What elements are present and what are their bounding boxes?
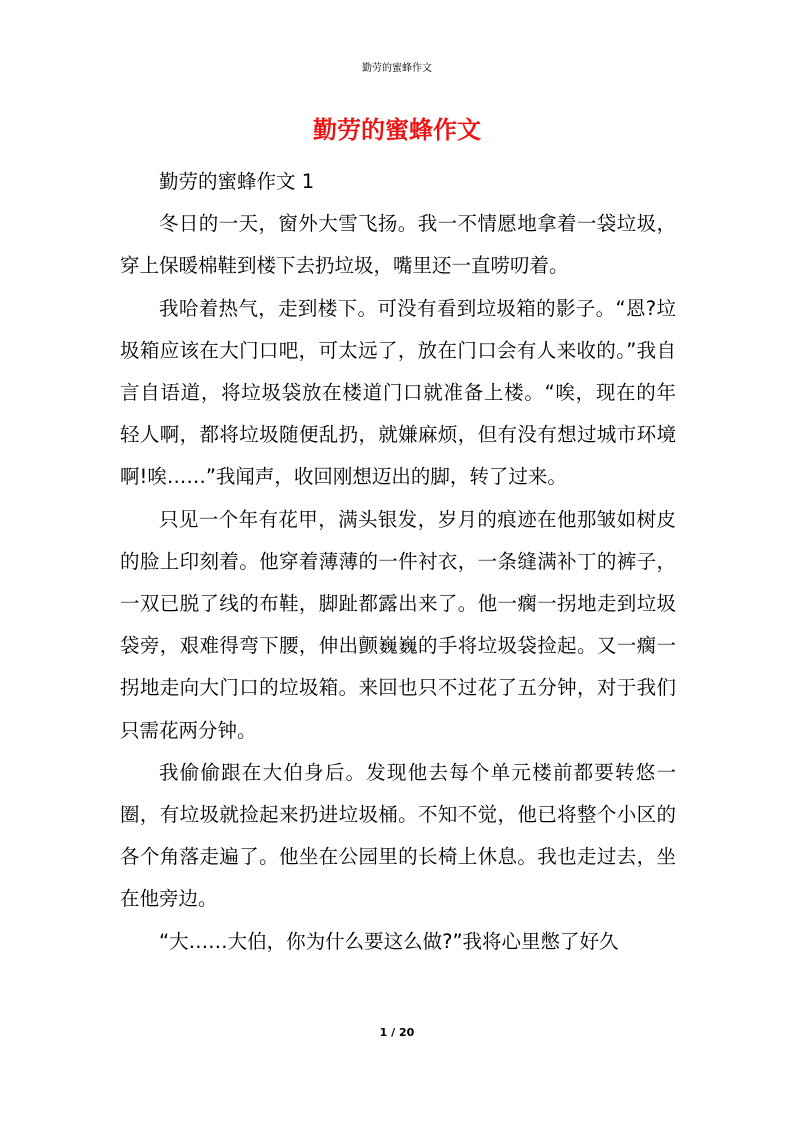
document-body: [120, 161, 676, 963]
paragraph: 冬日的一天，窗外大雪飞扬。我一不情愿地拿着一袋垃圾，穿上保暖棉鞋到楼下去扔垃圾，嘴里还一直唠叨着。: [120, 212, 676, 278]
section-heading: 勤劳的蜜蜂作文 1: [159, 170, 315, 193]
running-header: 勤劳的蜜蜂作文: [362, 63, 432, 74]
paragraph: “大……大伯，你为什么要这么做?”我将心里憋了好久: [159, 929, 619, 953]
paragraph: 我哈着热气，走到楼下。可没有看到垃圾箱的影子。“恩?垃圾箱应该在大门口吧，可太远了，放在门口会有人来收的。”我自言自语道，将垃圾袋放在楼道门口就准备上楼。“唉，现在的年轻人啊，都将垃圾随便乱扔，就嫌麻烦，但有没有想过城市环境啊!唉……”我闻声，收回刚想迈出的脚，转了过来。: [120, 296, 676, 489]
paragraph: 只见一个年有花甲，满头银发，岁月的痕迹在他那皱如树皮的脸上印刻着。他穿着薄薄的一件衬衣，一条缝满补丁的裤子，一双已脱了线的布鞋，脚趾都露出来了。他一瘸一拐地走到垃圾袋旁，艰难得弯下腰，伸出颤巍巍的手将垃圾袋捡起。又一瘸一拐地走向大门口的垃圾箱。来回也只不过花了五分钟，对于我们只需花两分钟。: [120, 507, 676, 742]
paragraph: 我偷偷跟在大伯身后。发现他去每个单元楼前都要转悠一圈，有垃圾就捡起来扔进垃圾桶。不知不觉，他已将整个小区的各个角落走遍了。他坐在公园里的长椅上休息。我也走过去，坐在他旁边。: [120, 760, 676, 911]
page-number: 1 / 20: [379, 1026, 415, 1039]
document-title: 勤劳的蜜蜂作文: [313, 116, 481, 144]
